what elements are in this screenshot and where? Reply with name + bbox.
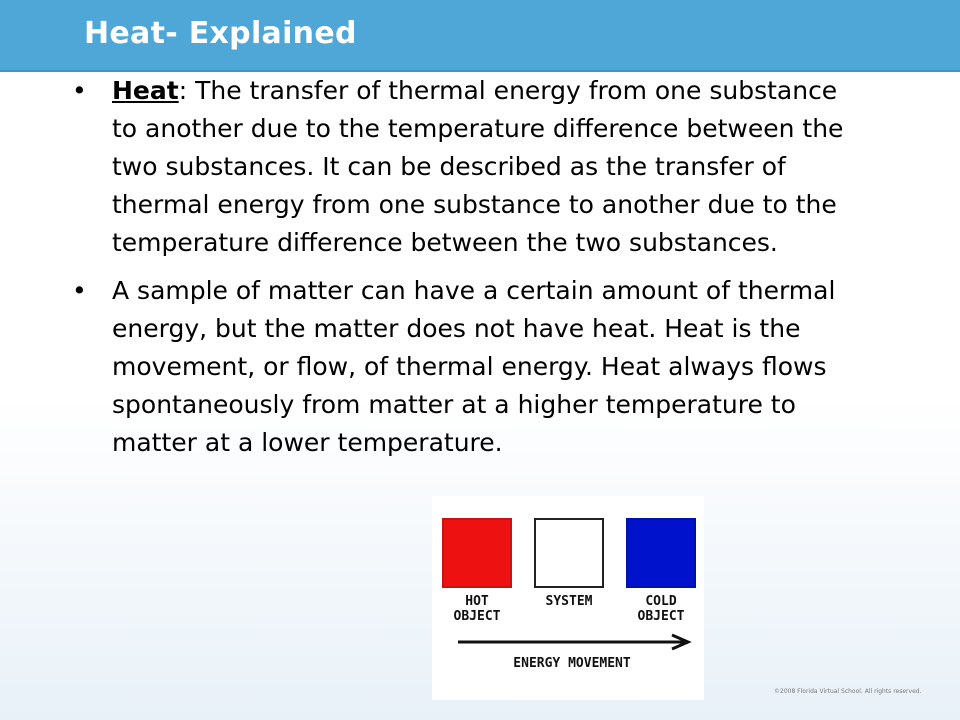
- bullet-heat-definition: [70, 72, 870, 262]
- right-arrow-icon: [456, 632, 696, 652]
- hot-object-box: [442, 518, 512, 588]
- bullet-list: [70, 72, 870, 462]
- system-label: [524, 594, 614, 609]
- energy-movement-diagram: [432, 496, 704, 700]
- bullet-dot: •: [72, 76, 87, 105]
- cold-object-box: [626, 518, 696, 588]
- bullet-dot: •: [72, 276, 87, 305]
- cold-label-line1: COLD: [645, 594, 677, 609]
- hot-object-label: [432, 594, 522, 624]
- copyright-notice: ©2008 Florida Virtual School. All rights reserved.: [774, 688, 922, 695]
- system-box: [534, 518, 604, 588]
- bullet-heat-flow: [70, 272, 870, 462]
- bullet-text: The transfer of thermal energy from one substance to another due to the temperature difference between the two substances. It can be described as the transfer of thermal energy from one substance to another due to the temperature difference between the two substances.: [112, 76, 844, 257]
- bullet-text: A sample of matter can have a certain amount of thermal energy, but the matter does not have heat. Heat is the movement, or flow, of thermal energy. Heat always flows spontaneously from matter at a higher temperature to matter at a lower temperature.: [112, 276, 836, 457]
- slide-title: Heat- Explained: [84, 16, 357, 51]
- energy-movement-label: ENERGY MOVEMENT: [513, 656, 631, 671]
- system-label-text: SYSTEM: [545, 594, 593, 609]
- hot-label-line2: OBJECT: [453, 609, 501, 624]
- hot-label-line1: HOT: [465, 594, 489, 609]
- cold-object-label: [616, 594, 706, 624]
- cold-label-line2: OBJECT: [637, 609, 685, 624]
- term-colon: :: [178, 76, 188, 105]
- term-heat: Heat: [112, 76, 179, 105]
- title-bar: [0, 0, 960, 72]
